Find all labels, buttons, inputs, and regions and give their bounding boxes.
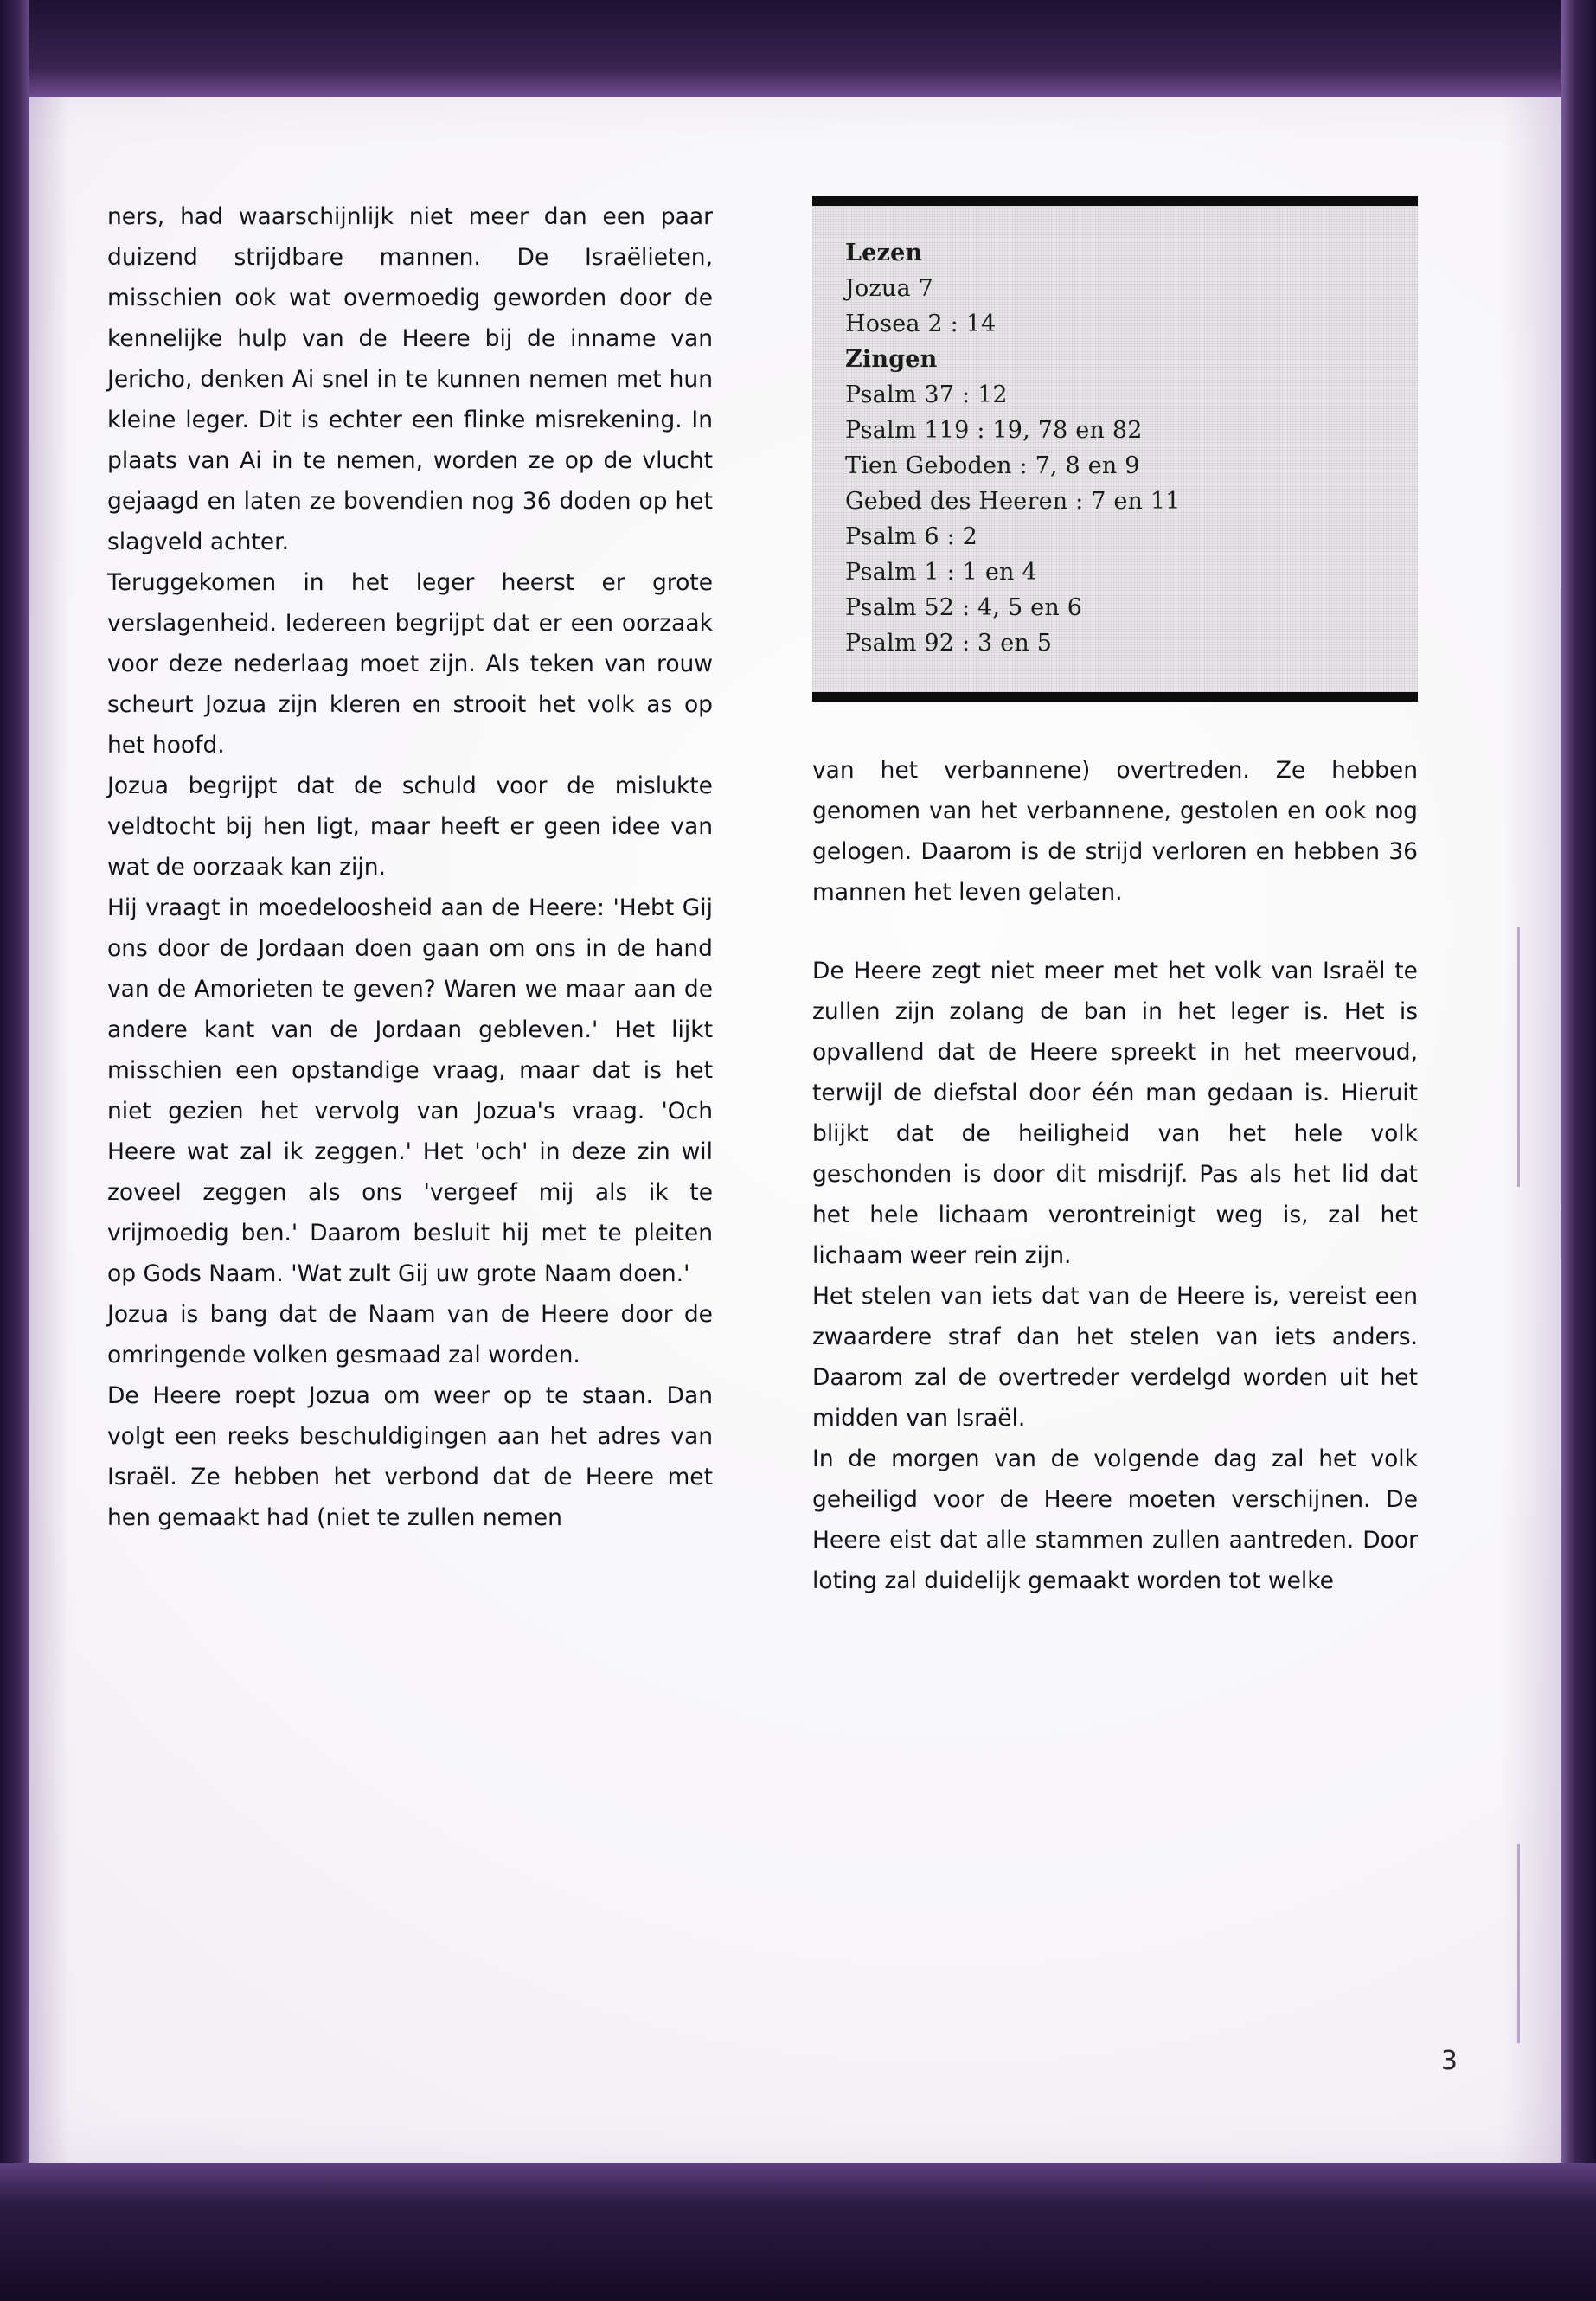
paragraph: In de morgen van de volgende dag zal het volk geheiligd voor de Heere moeten verschijnen. De Heere eist dat alle stammen zullen aantreden. Door loting zal duidelijk gemaakt worden tot welke	[812, 1445, 1418, 1594]
zingen-reference: Tien Geboden : 7, 8 en 9	[845, 452, 1140, 479]
zingen-reference: Psalm 37 : 12	[845, 381, 1008, 408]
paragraph: Teruggekomen in het leger heerst er grote verslagenheid. Iedereen begrijpt dat er een oorzaak voor deze nederlaag moet zijn. Als teken van rouw scheurt Jozua zijn kleren en strooit het volk as op het hoofd.	[107, 569, 713, 759]
page-content	[81, 196, 1500, 2082]
paragraph-spacer	[812, 913, 1418, 951]
book-edge-bottom	[0, 2163, 1596, 2301]
page-paper	[29, 97, 1561, 2163]
zingen-heading: Zingen	[845, 346, 938, 373]
page-edge-mark-upper	[1517, 927, 1520, 1187]
paragraph: Jozua begrijpt dat de schuld voor de mislukte veldtocht bij hen ligt, maar heeft er geen idee van wat de oorzaak kan zijn.	[107, 772, 713, 881]
page-number: 3	[1440, 2046, 1458, 2076]
left-text-column	[107, 196, 713, 1538]
paragraph: Hij vraagt in moedeloosheid aan de Heere: 'Hebt Gij ons door de Jordaan doen gaan om ons in de hand van de Amorieten te geven? Waren we maar aan de andere kant van de Jordaan gebleven.' Het lijkt misschien een opstandige vraag, maar dat is het niet gezien het vervolg van Jozua's vraag. 'Och Heere wat zal ik zeggen.' Het 'och' in deze zin wil zoveel zeggen als ons 'vergeef mij als ik te vrijmoedig ben.' Daarom besluit hij met te pleiten op Gods Naam. 'Wat zult Gij uw grote Naam doen.'	[107, 894, 713, 1287]
paragraph: De Heere roept Jozua om weer op te staan. Dan volgt een reeks beschuldigingen aan het adres van Israël. Ze hebben het verbond dat de Heere met hen gemaakt had (niet te zullen nemen	[107, 1382, 713, 1531]
lezen-reference: Jozua 7	[845, 275, 933, 302]
book-edge-top	[0, 0, 1596, 97]
right-text-column	[812, 196, 1418, 1601]
book-edge-left	[0, 0, 29, 2301]
paragraph: Jozua is bang dat de Naam van de Heere door de omringende volken gesmaad zal worden.	[107, 1301, 713, 1368]
lezen-heading: Lezen	[845, 240, 923, 266]
zingen-reference: Psalm 119 : 19, 78 en 82	[845, 417, 1143, 444]
lezen-zingen-box	[812, 196, 1418, 702]
book-edge-right	[1561, 0, 1596, 2301]
page-edge-mark-lower	[1517, 1844, 1520, 2043]
zingen-reference: Psalm 1 : 1 en 4	[845, 559, 1037, 586]
paragraph: De Heere zegt niet meer met het volk van Israël te zullen zijn zolang de ban in het leger is. Het is opvallend dat de Heere spreekt in het meervoud, terwijl de diefstal door één man gedaan is. Hieruit blijkt dat de heiligheid van het hele volk geschonden is door dit misdrijf. Pas als het lid dat het hele lichaam verontreinigt weg is, zal het lichaam weer rein zijn.	[812, 958, 1418, 1269]
paragraph: Het stelen van iets dat van de Heere is, vereist een zwaardere straf dan het stelen van iets anders. Daarom zal de overtreder verdelgd worden uit het midden van Israël.	[812, 1283, 1418, 1432]
zingen-reference: Gebed des Heeren : 7 en 11	[845, 488, 1181, 515]
paragraph: van het verbannene) overtreden. Ze hebben genomen van het verbannene, gestolen en ook nog gelogen. Daarom is de strijd verloren en hebben 36 mannen het leven gelaten.	[812, 757, 1418, 906]
zingen-reference: Psalm 6 : 2	[845, 523, 978, 550]
zingen-reference: Psalm 92 : 3 en 5	[845, 630, 1053, 657]
paragraph: ners, had waarschijnlijk niet meer dan een paar duizend strijdbare mannen. De Israëlieten, misschien ook wat overmoedig geworden door de kennelijke hulp van de Heere bij de inname van Jericho, denken Ai snel in te kunnen nemen met hun kleine leger. Dit is echter een flinke misrekening. In plaats van Ai in te nemen, worden ze op de vlucht gejaagd en laten ze bovendien nog 36 doden op het slagveld achter.	[107, 203, 713, 555]
lezen-reference: Hosea 2 : 14	[845, 311, 997, 337]
zingen-reference: Psalm 52 : 4, 5 en 6	[845, 594, 1083, 621]
